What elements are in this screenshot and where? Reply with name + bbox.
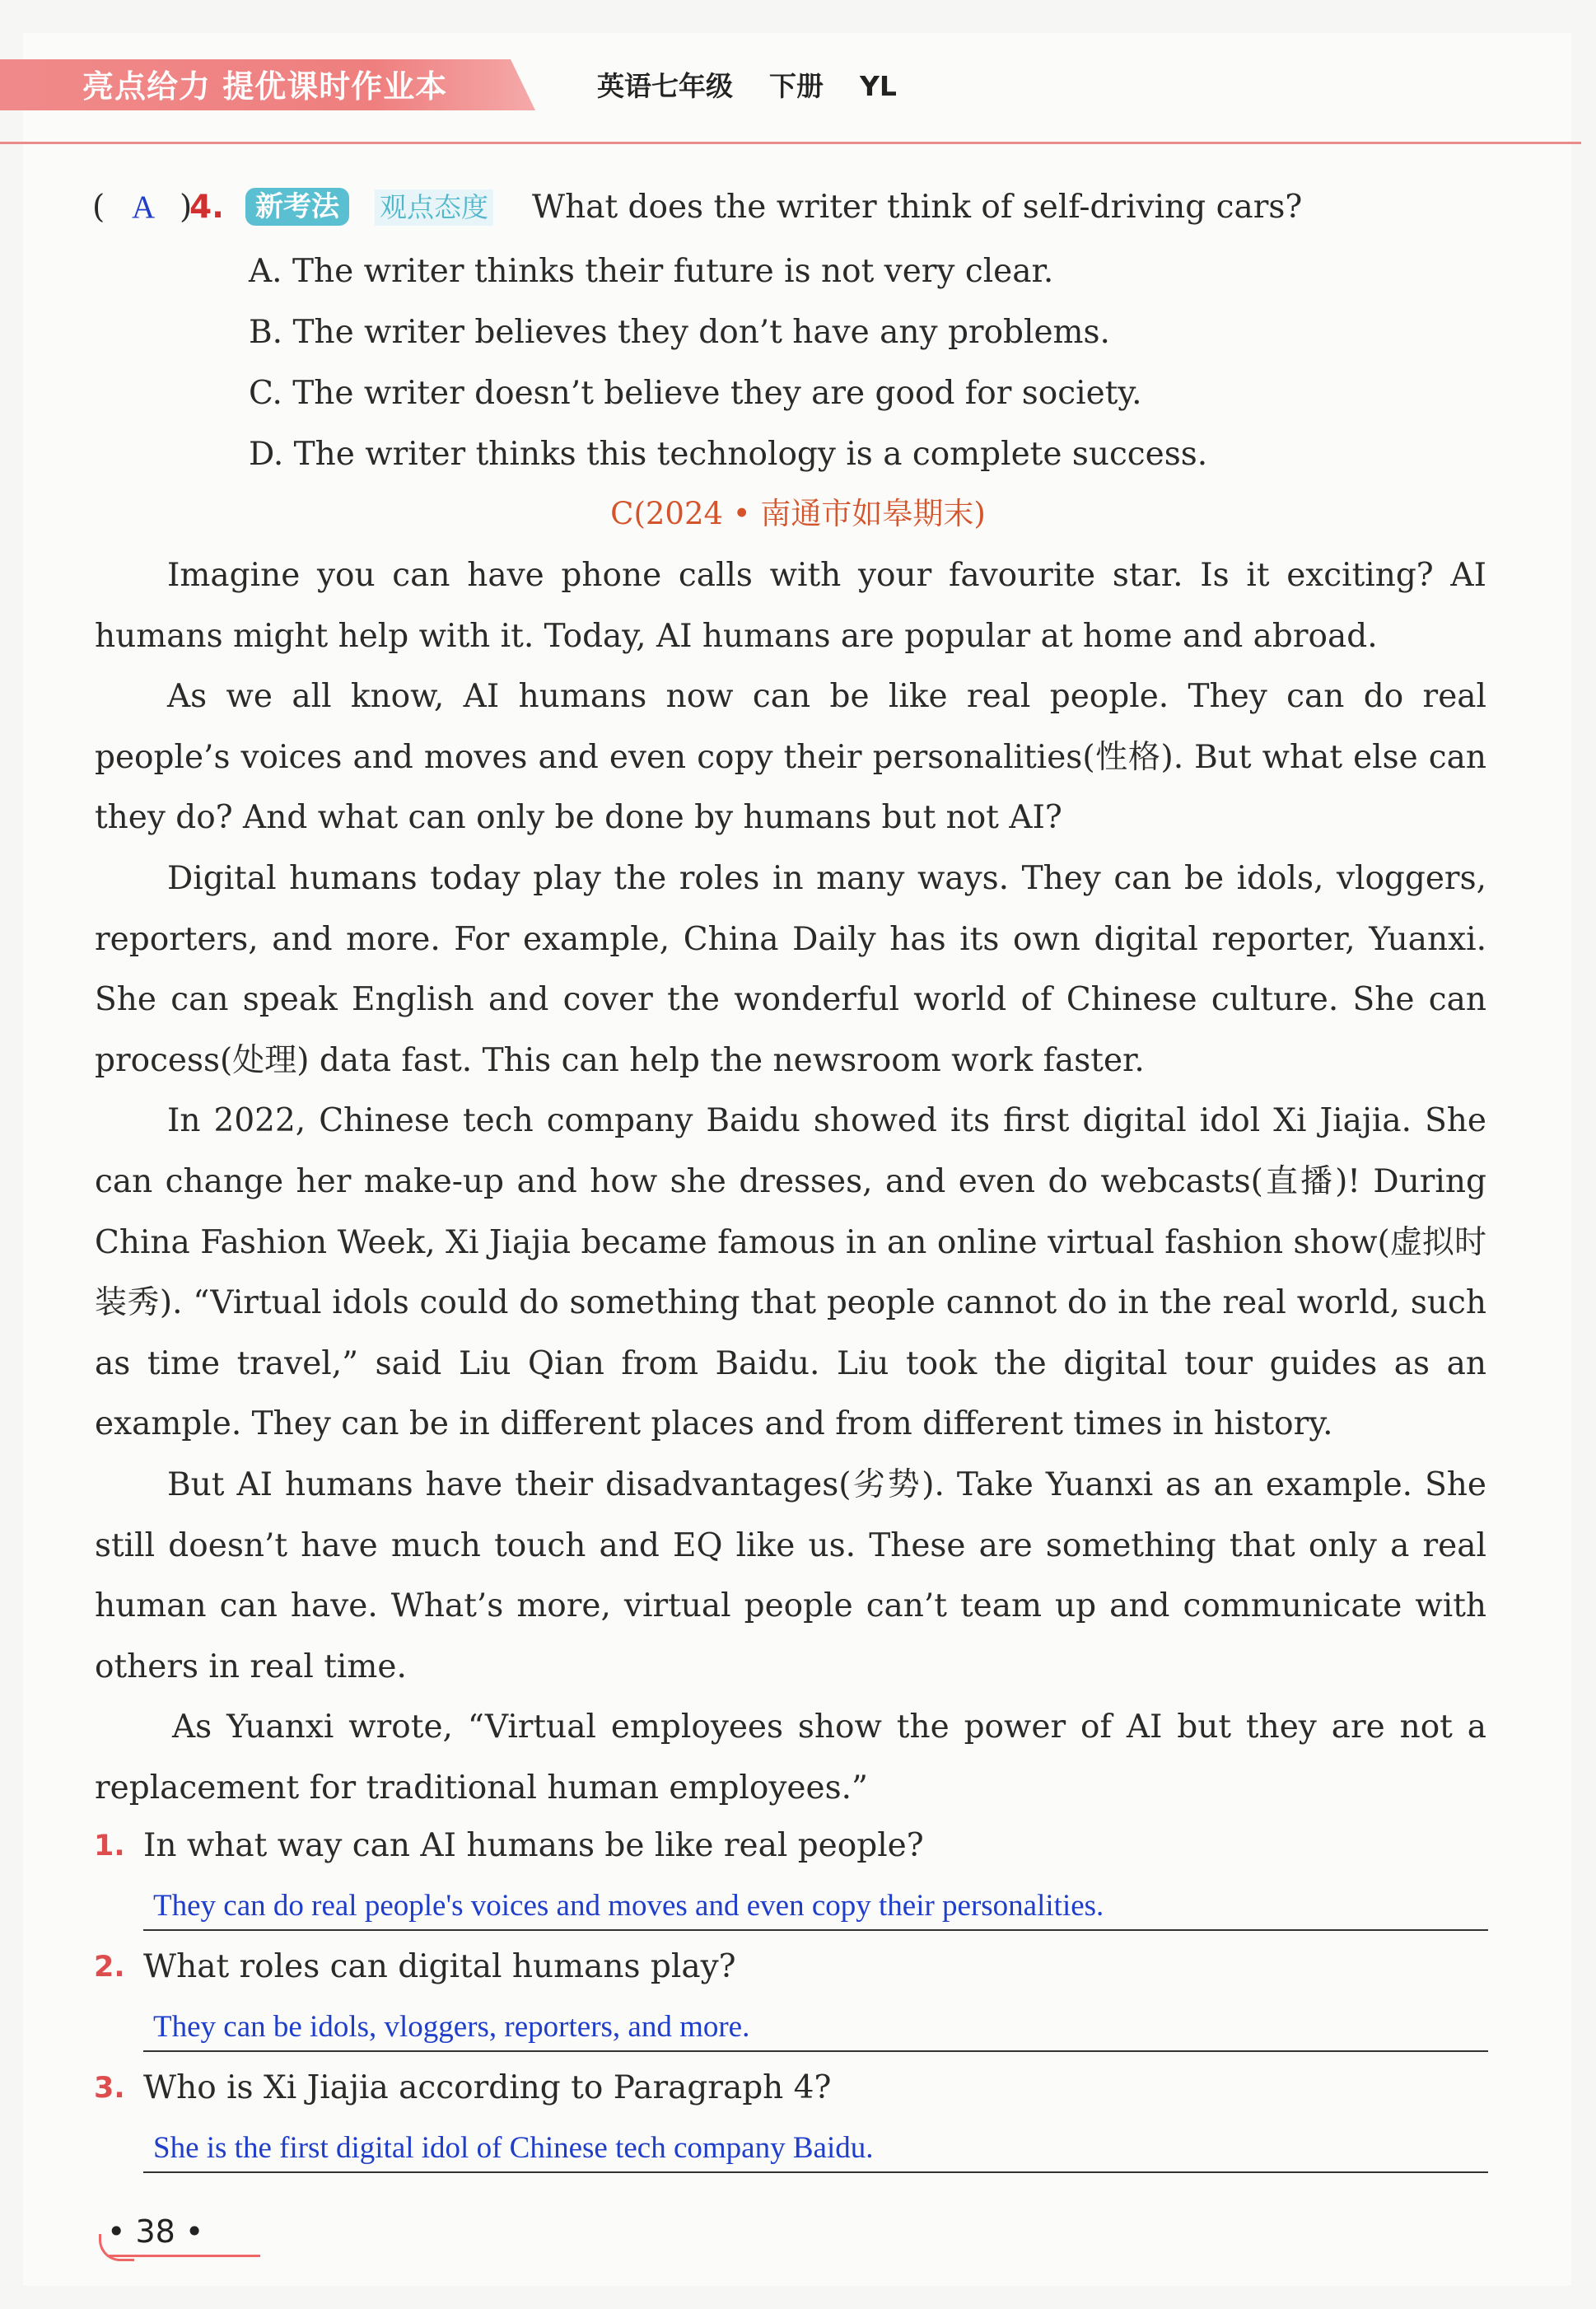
question-2-answer[interactable]: They can be idols, vloggers, reporters, and more. [153, 2010, 750, 2044]
question-category-tag: 观点态度 [375, 189, 493, 226]
page-number: • 38 • [107, 2213, 204, 2250]
question-2-text: What roles can digital humans play? [143, 1948, 736, 1985]
paragraph-3: Digital humans today play the roles in many ways. They can be idols, vloggers, reporters, and more. For example, China Daily has its own digital reporter, Yuanxi. She can speak English and cover the wonderful world of Chinese culture. She can process(处理) data fast. This can help the newsroom work faster. [95, 859, 1486, 1079]
paragraph-6: As Yuanxi wrote, “Virtual employees show the power of AI but they are not a replacement for traditional human employees.” [95, 1708, 1486, 1807]
question-2-number: 2. [94, 1951, 125, 1984]
volume-label: 下册 [769, 70, 824, 102]
question-4-number: 4. [189, 189, 224, 226]
paragraph-5: But AI humans have their disadvantages(劣势). Take Yuanxi as an example. She still doesn’t have much touch and EQ like us. These are something that only a real human can have. What’s more, virtual people can’t team up and communicate with others in real time. [95, 1465, 1486, 1685]
option-c: C. The writer doesn’t believe they are good for society. [249, 375, 1142, 412]
answer-line-1 [143, 1929, 1488, 1931]
question-1-number: 1. [94, 1830, 125, 1863]
question-4-answer: A [132, 189, 156, 225]
question-3-answer[interactable]: She is the first digital idol of Chinese tech company Baidu. [153, 2131, 874, 2165]
edition-label: YL [860, 70, 897, 102]
new-question-type-tag: 新考法 [245, 188, 349, 226]
paragraph-1: Imagine you can have phone calls with your favourite star. Is it exciting? AI humans might help with it. Today, AI humans are popular at home and abroad. [95, 557, 1486, 655]
book-title: 亮点给力 提优课时作业本 [82, 68, 448, 105]
answer-line-3 [143, 2171, 1488, 2173]
question-3-text: Who is Xi Jiajia according to Paragraph 4? [143, 2069, 832, 2106]
paragraph-4: In 2022, Chinese tech company Baidu showed its first digital idol Xi Jiajia. She can change her make-up and how she dresses, and even do webcasts(直播)! During China Fashion Week, Xi Jiajia became famous in an online virtual fashion show(虚拟时装秀). “Virtual idols could do something that people cannot do in the real world, such as time travel,” said Liu Qian from Baidu. Liu took the digital tour guides as an example. They can be in different places and from different times in history. [95, 1102, 1486, 1443]
header-rule-left [0, 142, 535, 144]
book-info [597, 66, 933, 107]
section-title: C(2024 • 南通市如皋期末) [610, 496, 986, 531]
answer-line-2 [143, 2050, 1488, 2052]
question-4-text: What does the writer think of self-driving cars? [532, 189, 1303, 226]
answer-paren-open: ( [92, 189, 105, 226]
question-1-answer[interactable]: They can do real people's voices and moves and even copy their personalities. [153, 1889, 1104, 1923]
question-1-text: In what way can AI humans be like real people? [143, 1827, 924, 1864]
page-number-underline [107, 2255, 260, 2257]
paragraph-2: As we all know, AI humans now can be like real people. They can do real people’s voices and moves and even copy their personalities(性格). But what else can they do? And what can only be done by humans but not AI? [95, 678, 1486, 837]
option-d: D. The writer thinks this technology is a complete success. [249, 436, 1208, 473]
reading-passage [95, 545, 1486, 1818]
option-a: A. The writer thinks their future is not very clear. [249, 253, 1054, 290]
subject-label: 英语七年级 [597, 70, 733, 102]
option-b: B. The writer believes they don’t have any problems. [249, 314, 1110, 351]
question-3-number: 3. [94, 2072, 125, 2105]
answer-paren-close: ) [180, 189, 193, 226]
header-rule [535, 142, 1581, 144]
